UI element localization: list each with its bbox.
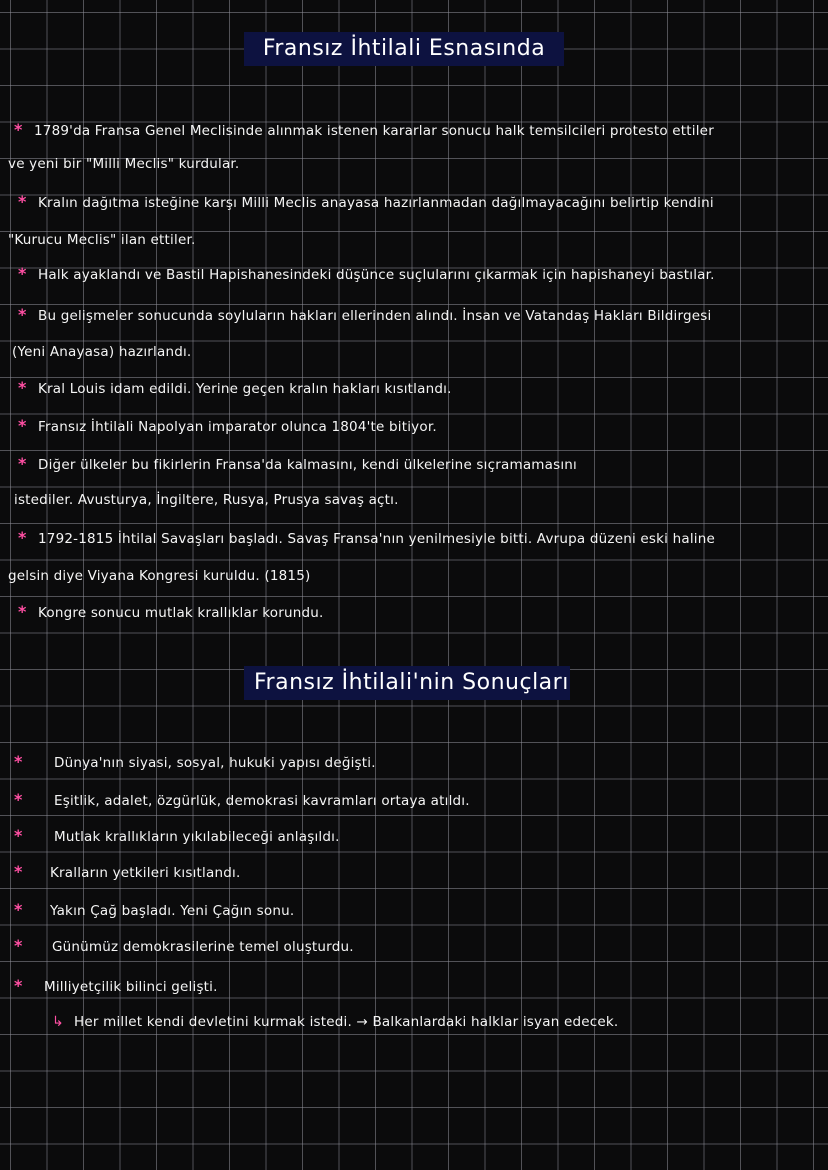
asterisk-icon: * — [14, 862, 23, 881]
list-item: * Milliyetçilik bilinci gelişti. — [14, 976, 218, 995]
list-item: * Diğer ülkeler bu fikirlerin Fransa'da kalmasını, kendi ülkelerine sıçramamasını — [18, 454, 578, 473]
asterisk-icon: * — [14, 900, 23, 919]
list-item: * Mutlak krallıkların yıkılabileceği anlaşıldı. — [14, 826, 340, 845]
list-item-continuation: istediler. Avusturya, İngiltere, Rusya, Prusya savaş açtı. — [14, 492, 399, 508]
list-item: * Eşitlik, adalet, özgürlük, demokrasi kavramları ortaya atıldı. — [14, 790, 470, 809]
list-item-continuation: (Yeni Anayasa) hazırlandı. — [12, 344, 192, 360]
list-item: * Dünya'nın siyasi, sosyal, hukuki yapısı değişti. — [14, 752, 376, 771]
asterisk-icon: * — [18, 264, 27, 283]
list-item: * Kongre sonucu mutlak krallıklar korundu. — [18, 602, 324, 621]
asterisk-icon: * — [18, 454, 27, 473]
list-item: * Günümüz demokrasilerine temel oluşturdu. — [14, 936, 354, 955]
list-item-continuation: "Kurucu Meclis" ilan ettiler. — [8, 232, 196, 248]
asterisk-icon: * — [18, 416, 27, 435]
asterisk-icon: * — [14, 976, 23, 995]
section-title-during-revolution: Fransız İhtilali Esnasında — [244, 32, 564, 66]
list-item: * Fransız İhtilali Napolyan imparator olunca 1804'te bitiyor. — [18, 416, 437, 435]
asterisk-icon: * — [14, 936, 23, 955]
list-item: * Bu gelişmeler sonucunda soyluların hakları ellerinden alındı. İnsan ve Vatandaş Hakları Bildirgesi — [18, 305, 712, 324]
list-item: * Halk ayaklandı ve Bastil Hapishanesindeki düşünce suçlularını çıkarmak için hapishaneyi bastılar. — [18, 264, 715, 283]
list-item: * 1789'da Fransa Genel Meclisinde alınmak istenen kararlar sonucu halk temsilcileri protesto ettiler — [14, 120, 714, 139]
asterisk-icon: * — [14, 826, 23, 845]
asterisk-icon: * — [18, 305, 27, 324]
list-item-continuation: gelsin diye Viyana Kongresi kuruldu. (1815) — [8, 568, 311, 584]
asterisk-icon: * — [14, 752, 23, 771]
asterisk-icon: * — [14, 120, 23, 139]
asterisk-icon: * — [18, 378, 27, 397]
list-item: * Kralların yetkileri kısıtlandı. — [14, 862, 241, 881]
list-item: * Kral Louis idam edildi. Yerine geçen kralın hakları kısıtlandı. — [18, 378, 452, 397]
list-item: * 1792-1815 İhtilal Savaşları başladı. Savaş Fransa'nın yenilmesiyle bitti. Avrupa düzeni eski haline — [18, 528, 715, 547]
asterisk-icon: * — [14, 790, 23, 809]
list-item: * Kralın dağıtma isteğine karşı Milli Meclis anayasa hazırlanmadan dağılmayacağını belirtip kendini — [18, 192, 714, 211]
list-item-continuation: ve yeni bir "Milli Meclis" kurdular. — [8, 156, 240, 172]
asterisk-icon: * — [18, 528, 27, 547]
asterisk-icon: * — [18, 602, 27, 621]
section-title-results: Fransız İhtilali'nin Sonuçları — [244, 666, 570, 700]
list-sub-item: ↳ Her millet kendi devletini kurmak istedi. → Balkanlardaki halklar isyan edecek. — [52, 1014, 619, 1030]
asterisk-icon: * — [18, 192, 27, 211]
list-item: * Yakın Çağ başladı. Yeni Çağın sonu. — [14, 900, 295, 919]
return-arrow-icon: ↳ — [52, 1014, 64, 1030]
